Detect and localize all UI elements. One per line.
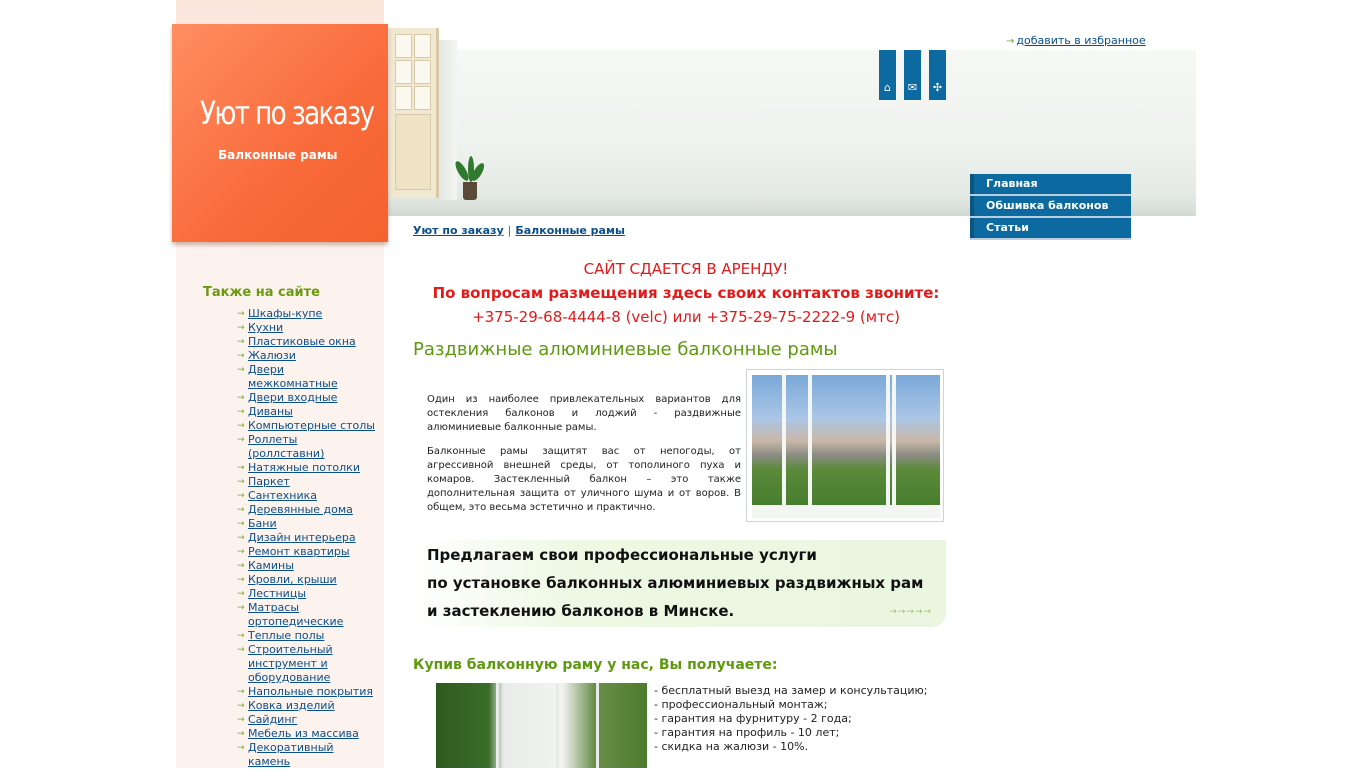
- door-image: [389, 28, 439, 198]
- sidebar-link[interactable]: Кухни: [248, 321, 284, 334]
- sidebar-link[interactable]: Сантехника: [248, 489, 318, 502]
- home-button[interactable]: [879, 50, 896, 100]
- sidebar-link[interactable]: Декоративный камень: [248, 741, 334, 768]
- list-item: [237, 475, 377, 489]
- benefit-paragraph: Балконные рамы защитят вас от непогоды, от агрессивной внешней среды, от тополиного пуха и комаров. Застекленный балкон – это также дополнительная защита от уличного шума и от воров. В общем, это весьма эстетично и практично.: [427, 446, 741, 513]
- list-item: [237, 713, 377, 727]
- sidebar-link[interactable]: Двери межкомнатные: [248, 363, 338, 390]
- list-item: [237, 419, 377, 433]
- benefits-heading: Купив балконную раму у нас, Вы получаете:: [413, 657, 778, 673]
- benefits-list: [654, 684, 927, 754]
- sitemap-button[interactable]: [929, 50, 946, 100]
- list-item: [237, 531, 377, 545]
- sidebar-link[interactable]: Камины: [248, 559, 294, 572]
- offer-banner: [413, 540, 946, 627]
- intro-paragraph: Один из наиболее привлекательных вариантов для остекления балконов и лоджий - раздвижные алюминиевые балконные рамы.: [427, 394, 741, 433]
- list-item: [237, 363, 377, 391]
- home-icon: ⌂: [884, 81, 891, 94]
- list-item: [237, 349, 377, 363]
- list-item: [237, 503, 377, 517]
- list-item: [237, 307, 377, 321]
- list-item: [237, 587, 377, 601]
- door-shadow: [439, 40, 457, 200]
- sidebar-link[interactable]: Пластиковые окна: [248, 335, 356, 348]
- sidebar-link[interactable]: Строительный инструмент и оборудование: [248, 643, 333, 684]
- sidebar-link[interactable]: Шкафы-купе: [248, 307, 323, 320]
- sidebar-link[interactable]: Компьютерные столы: [248, 419, 375, 432]
- more-arrows-icon[interactable]: →→→→→: [889, 607, 932, 617]
- breadcrumb-separator: |: [507, 224, 512, 237]
- sitemap-icon: ✣: [932, 81, 943, 94]
- list-item: [237, 433, 377, 461]
- page-title: Раздвижные алюминиевые балконные рамы: [413, 339, 838, 360]
- nav-item-balcony-cladding[interactable]: Обшивка балконов: [970, 196, 1131, 216]
- sidebar-link[interactable]: Деревянные дома: [248, 503, 353, 516]
- list-item: [237, 629, 377, 643]
- mail-icon: ✉: [907, 81, 918, 94]
- sidebar-link[interactable]: Сайдинг: [248, 713, 298, 726]
- rent-phones: +375-29-68-4444-8 (velc) или +375-29-75-2222-9 (мтс): [472, 308, 900, 326]
- list-item: - профессиональный монтаж;: [654, 698, 828, 711]
- sidebar-link[interactable]: Роллеты (роллставни): [248, 433, 325, 460]
- window-photo: [436, 683, 647, 768]
- sidebar-link[interactable]: Диваны: [248, 405, 293, 418]
- list-item: [237, 727, 377, 741]
- breadcrumb-current[interactable]: Балконные рамы: [515, 224, 625, 237]
- sidebar-link[interactable]: Дизайн интерьера: [248, 531, 356, 544]
- sidebar-link[interactable]: Жалюзи: [248, 349, 296, 362]
- arrow-icon: →: [1006, 36, 1015, 47]
- add-favorite: [1006, 34, 1146, 47]
- list-item: [237, 335, 377, 349]
- list-item: [237, 643, 377, 685]
- sidebar-link[interactable]: Паркет: [248, 475, 290, 488]
- offer-line: и застеклению балконов в Минске.: [427, 602, 735, 620]
- offer-line: по установке балконных алюминиевых раздвижных рам: [427, 574, 924, 592]
- list-item: [237, 559, 377, 573]
- sidebar-list: [237, 307, 377, 769]
- breadcrumb: [413, 224, 625, 237]
- list-item: [237, 489, 377, 503]
- list-item: [237, 741, 377, 769]
- sidebar-title: Также на сайте: [203, 285, 320, 300]
- sidebar-link[interactable]: Ремонт квартиры: [248, 545, 350, 558]
- list-item: [237, 321, 377, 335]
- list-item: [237, 545, 377, 559]
- list-item: [237, 573, 377, 587]
- list-item: [237, 405, 377, 419]
- sidebar-link[interactable]: Ковка изделий: [248, 699, 335, 712]
- site-logo[interactable]: [172, 24, 388, 242]
- sidebar-link[interactable]: Кровли, крыши: [248, 573, 337, 586]
- list-item: [237, 685, 377, 699]
- list-item: [237, 517, 377, 531]
- balcony-photo: [746, 369, 944, 522]
- rent-call: По вопросам размещения здесь своих контактов звоните:: [432, 284, 940, 302]
- nav-item-home[interactable]: Главная: [970, 174, 1131, 194]
- offer-line: Предлагаем свои профессиональные услуги: [427, 546, 817, 564]
- rent-notice: САЙТ СДАЕТСЯ В АРЕНДУ!: [583, 260, 789, 278]
- add-favorite-link[interactable]: добавить в избранное: [1016, 34, 1146, 47]
- list-item: [237, 601, 377, 629]
- sidebar-link[interactable]: Напольные покрытия: [248, 685, 373, 698]
- sidebar-link[interactable]: Мебель из массива: [248, 727, 359, 740]
- sidebar-link[interactable]: Двери входные: [248, 391, 338, 404]
- list-item: - гарантия на фурнитуру - 2 года;: [654, 712, 852, 725]
- nav-item-articles[interactable]: Статьи: [970, 218, 1131, 238]
- sidebar-link[interactable]: Лестницы: [248, 587, 307, 600]
- sidebar-link[interactable]: Матрасы ортопедические: [248, 601, 344, 628]
- list-item: - скидка на жалюзи - 10%.: [654, 740, 809, 753]
- sidebar-link[interactable]: Натяжные потолки: [248, 461, 360, 474]
- list-item: [237, 461, 377, 475]
- list-item: [237, 391, 377, 405]
- mail-button[interactable]: [904, 50, 921, 100]
- list-item: - гарантия на профиль - 10 лет;: [654, 726, 840, 739]
- sidebar-link[interactable]: Теплые полы: [248, 629, 325, 642]
- sidebar-link[interactable]: Бани: [248, 517, 277, 530]
- list-item: [237, 699, 377, 713]
- logo-subtitle: Балконные рамы: [218, 148, 338, 162]
- logo-title: Уют по заказу: [200, 94, 374, 132]
- breadcrumb-home[interactable]: Уют по заказу: [413, 224, 504, 237]
- list-item: - бесплатный выезд на замер и консультацию;: [654, 684, 928, 697]
